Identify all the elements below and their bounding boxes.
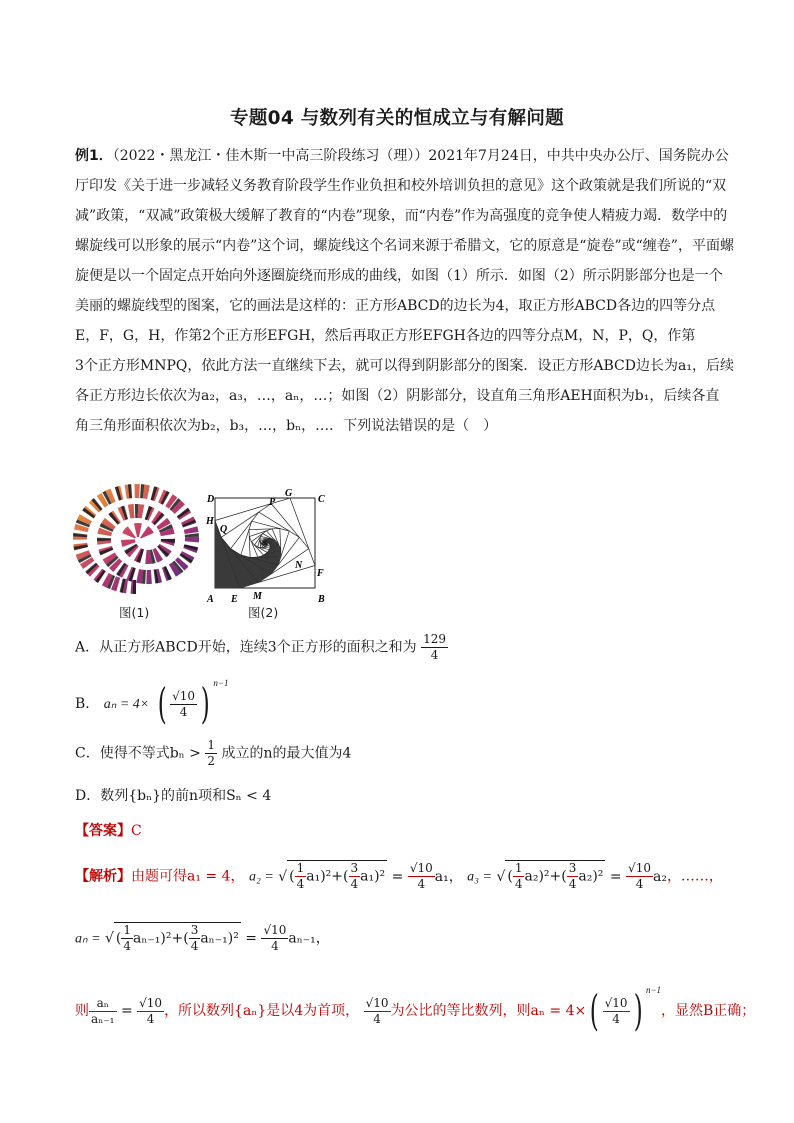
analysis-line-3: 则 $\frac{\text{aₙ}}{\text{aₙ₋₁}}$ = $\frac{√10}{4}$ ，所以数列{aₙ}是以4为首项， $\frac{√10}{4}$ 为公比的等比数列，则aₙ = 4×( $\frac{√10}{4}$ ) $^{n-1}$，显然B正确； [75, 985, 756, 1035]
label-C: C [318, 494, 325, 505]
problem-line-10: 角三角形面积依次为b₂，b₃，…，bₙ，…．下列说法错误的是（ ） [75, 418, 498, 434]
problem-line-2: 厅印发《关于进一步减轻义务教育阶段学生作业负担和校外培训负担的意见》这个政策就是我们所说的“双 [75, 178, 727, 194]
option-a-fraction: $\frac{129}{4}$ [423, 632, 446, 662]
analysis-line-2: aₙ = √ ( $\frac{1}{4}$ aₙ₋₁)²+( $\frac{3}{4}$ aₙ₋₁)² = $\frac{√10}{4}$ aₙ₋₁， [75, 923, 330, 953]
option-c: C．使得不等式bₙ > $\frac{1}{2}$ 成立的n的最大值为4 [75, 738, 352, 768]
example-label: 例1． [75, 148, 113, 164]
page-title: 专题04 与数列有关的恒成立与有解问题 [230, 108, 564, 129]
answer-value: C [131, 823, 142, 839]
option-a: A．从正方形ABCD开始，连续3个正方形的面积之和为 $\frac{129}{4}$ [75, 632, 446, 662]
option-b-fraction: $\frac{√10}{4}$ [172, 688, 195, 719]
answer: 【答案】C [75, 823, 142, 839]
option-c-fraction: $\frac{1}{2}$ [207, 738, 216, 768]
analysis-line-1: 【解析】由题可得a₁ = 4， a₂ = √ ( $\frac{1}{4}$ a₁)²+( $\frac{3}{4}$ a₁)² = $\frac{√10}{4}$ a₁， a₃ = √ ( $\frac{1}{4}$ a₂)²+( $\frac{3}{4}$ a₂)² = $\frac{√10}{4}$ a₂，……， [75, 861, 723, 891]
problem-line-9: 各正方形边长依次为a₂，a₃，…，aₙ，…；如图（2）阴影部分，设直角三角形AEH面积为b₁，后续各直 [75, 388, 720, 404]
problem-line-5: 旋便是以一个固定点开始向外逐圈旋绕而形成的曲线，如图（1）所示．如图（2）所示阴影部分也是一个 [75, 268, 723, 284]
figure-1-caption: 图(1) [119, 605, 150, 620]
label-N: N [295, 560, 303, 571]
option-d: D．数列{bₙ}的前n项和Sₙ < 4 [75, 788, 272, 804]
label-D: D [207, 494, 215, 505]
label-M: M [253, 591, 262, 602]
problem-line-1: （2022・黑龙江・佳木斯一中高三阶段练习（理））2021年7月24日，中共中央办公厅、国务院办公 [112, 148, 729, 164]
analysis-label: 【解析】 [75, 868, 131, 885]
spiral-figure [74, 487, 198, 595]
label-F: F [317, 568, 324, 579]
label-G: G [285, 488, 293, 499]
problem-line-3: 减”政策，“双减”政策极大缓解了教育的“内卷”现象，而“内卷”作为高强度的竞争使人精疲力竭．数学中的 [75, 208, 728, 224]
label-A: A [207, 594, 214, 605]
problem-line-4: 螺旋线可以形象的展示“内卷”这个词，螺旋线这个名词来源于希腊文，它的原意是“旋卷”或“缠卷”，平面螺 [75, 238, 734, 254]
problem-line-6: 美丽的螺旋线型的图案，它的画法是这样的：正方形ABCD的边长为4，取正方形ABCD各边的四等分点 [75, 298, 716, 314]
option-b: B． aₙ = 4× ( $\frac{√10}{4}$ ) $^{n-1}$ [75, 678, 229, 728]
label-P: P [269, 497, 276, 508]
label-E: E [231, 594, 238, 605]
label-B: B [318, 594, 325, 605]
label-Q: Q [220, 524, 228, 535]
problem-line-8: 3个正方形MNPQ，依此方法一直继续下去，就可以得到阴影部分的图案．设正方形ABCD边长为a₁，后续 [75, 358, 734, 374]
nested-square [265, 543, 266, 544]
nested-squares-figure [207, 488, 327, 606]
problem-statement [75, 141, 734, 441]
label-H: H [206, 516, 214, 527]
problem-line-7: E，F，G，H，作第2个正方形EFGH，然后再取正方形EFGH各边的四等分点M，N，P，Q，作第 [75, 328, 696, 344]
figure-2-caption: 图(2) [248, 605, 279, 620]
